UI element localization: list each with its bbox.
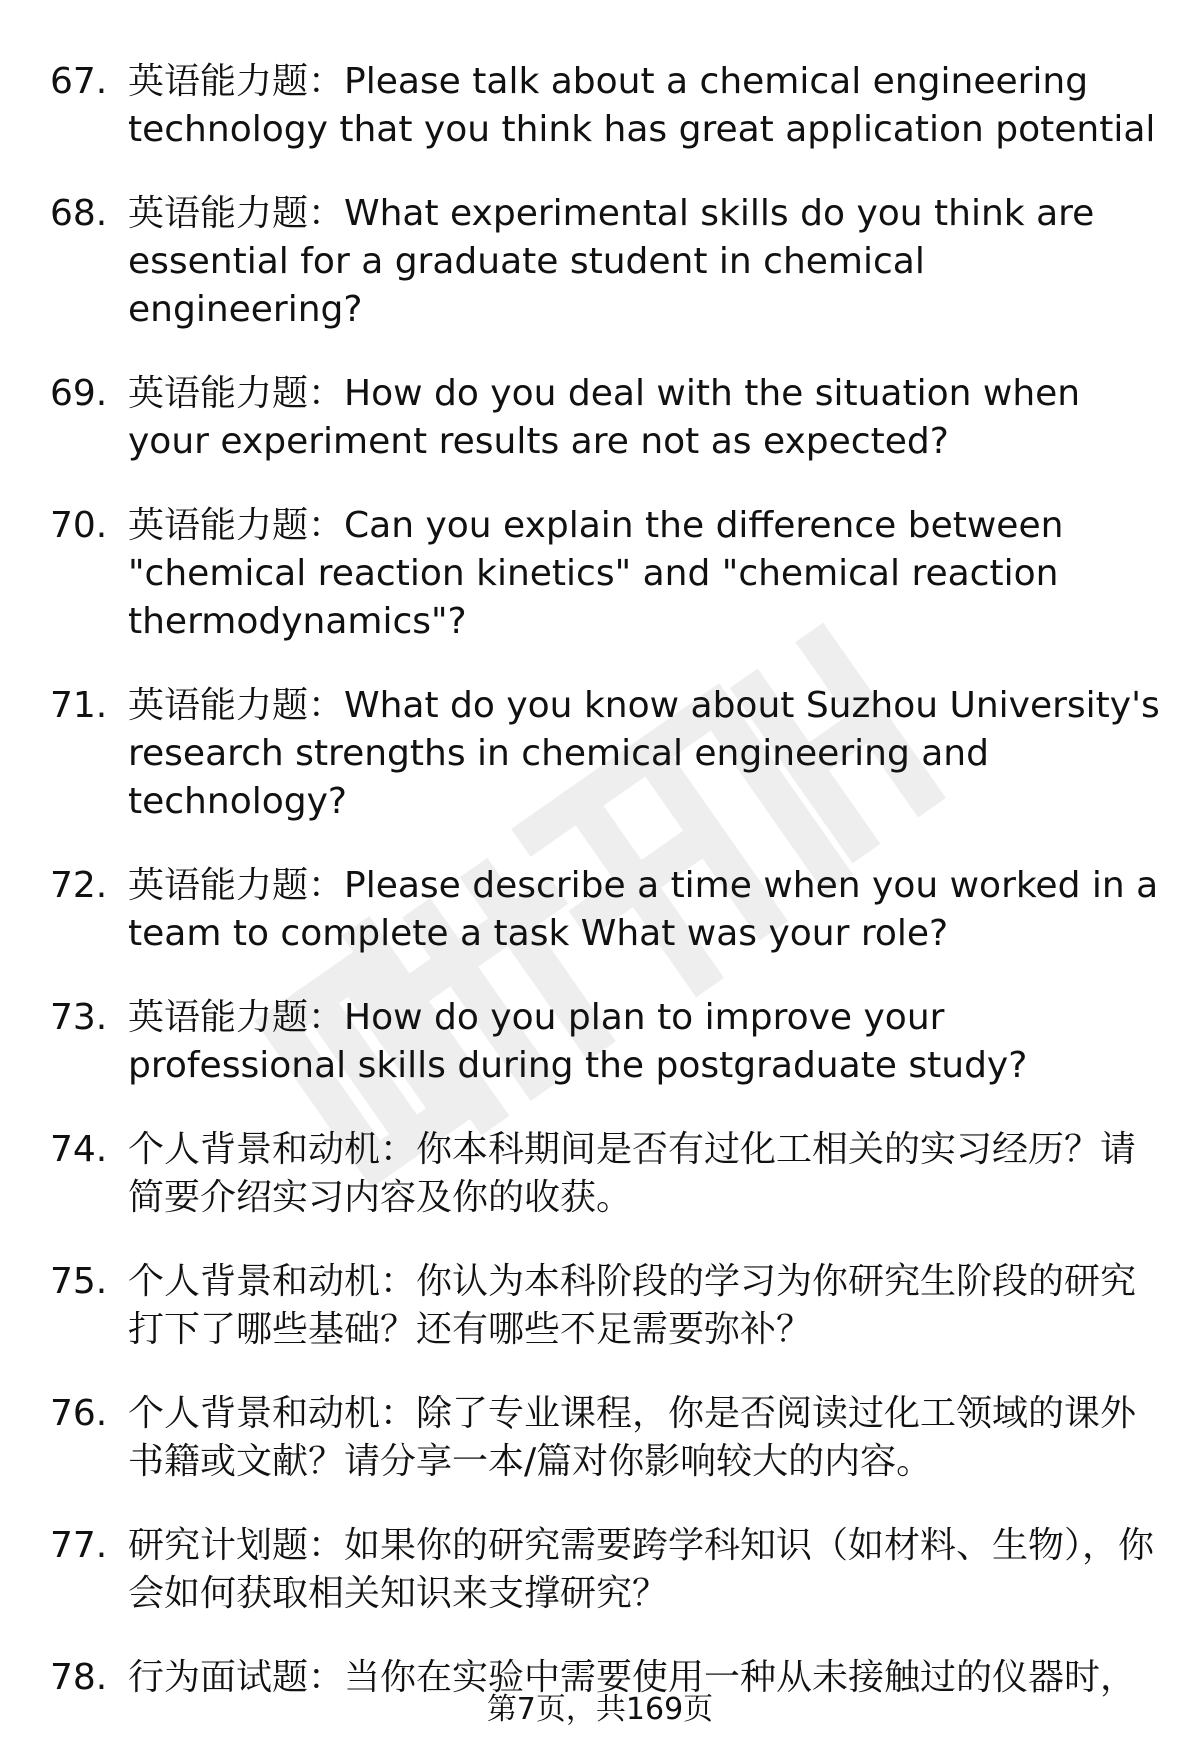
question-item <box>50 1126 1160 1222</box>
question-number: 78. <box>50 1657 108 1698</box>
question-number: 67. <box>50 61 108 102</box>
question-text: 个人背景和动机：你认为本科阶段的学习为你研究生阶段的研究打下了哪些基础？还有哪些不足需要弥补？ <box>128 1261 1137 1350</box>
question-number: 76. <box>50 1393 108 1434</box>
question-number: 77. <box>50 1525 108 1566</box>
question-number: 74. <box>50 1129 108 1170</box>
question-text: 英语能力题：Please talk about a chemical engineering technology that you think has great application potential <box>128 61 1156 150</box>
page-footer: 第7页，共169页 <box>486 1692 714 1727</box>
question-text: 英语能力题：How do you deal with the situation when your experiment results are not as expected? <box>128 373 1081 462</box>
question-number: 70. <box>50 505 108 546</box>
question-number: 69. <box>50 373 108 414</box>
question-text: 英语能力题：Please describe a time when you worked in a team to complete a task What was your role? <box>128 865 1159 954</box>
question-text: 英语能力题：How do you plan to improve your professional skills during the postgraduate study? <box>128 997 1028 1086</box>
question-item <box>50 1522 1160 1618</box>
question-item <box>50 370 1160 466</box>
question-number: 75. <box>50 1261 108 1302</box>
question-item <box>50 994 1160 1090</box>
question-item <box>50 682 1160 826</box>
question-number: 73. <box>50 997 108 1038</box>
question-text: 英语能力题：What experimental skills do you think are essential for a graduate student in chemical engineering? <box>128 193 1095 330</box>
question-number: 68. <box>50 193 108 234</box>
question-text: 英语能力题：Can you explain the difference between "chemical reaction kinetics" and "chemical reaction thermodynamics"? <box>128 505 1064 642</box>
question-item <box>50 1258 1160 1354</box>
question-number: 71. <box>50 685 108 726</box>
question-text: 行为面试题：当你在实验中需要使用一种从未接触过的仪器时， <box>128 1657 1137 1698</box>
question-item <box>50 190 1160 334</box>
question-text: 个人背景和动机：你本科期间是否有过化工相关的实习经历？请简要介绍实习内容及你的收获。 <box>128 1129 1137 1218</box>
question-item <box>50 862 1160 958</box>
question-item <box>50 58 1160 154</box>
question-text: 研究计划题：如果你的研究需要跨学科知识（如材料、生物），你会如何获取相关知识来支撑研究？ <box>128 1525 1155 1614</box>
question-item <box>50 1390 1160 1486</box>
question-item <box>50 502 1160 646</box>
question-text: 英语能力题：What do you know about Suzhou University's research strengths in chemical engineering and technology? <box>128 685 1160 822</box>
question-list <box>50 58 1160 1738</box>
question-text: 个人背景和动机：除了专业课程，你是否阅读过化工领域的课外书籍或文献？请分享一本/篇对你影响较大的内容。 <box>128 1393 1137 1482</box>
question-number: 72. <box>50 865 108 906</box>
